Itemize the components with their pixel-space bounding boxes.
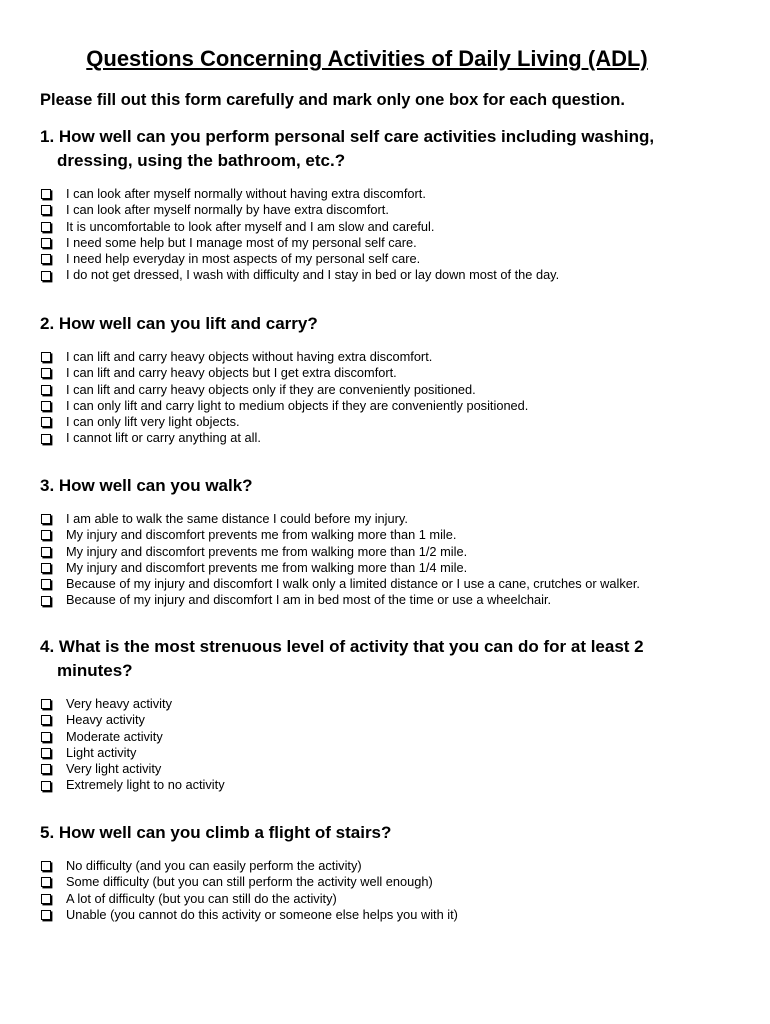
checkbox-icon[interactable] (41, 715, 51, 725)
option-item[interactable] (40, 696, 740, 712)
checkbox-icon[interactable] (41, 368, 51, 378)
question-3-title: 3. How well can you walk? (40, 476, 253, 495)
option-item[interactable] (40, 576, 740, 592)
option-label: Very light activity (66, 761, 162, 777)
instructions: Please fill out this form carefully and mark only one box for each question. (40, 91, 625, 109)
checkbox-icon[interactable] (41, 563, 51, 573)
option-label: My injury and discomfort prevents me from walking more than 1/2 mile. (66, 543, 468, 559)
option-label: I can lift and carry heavy objects without having extra discomfort. (66, 349, 433, 364)
option-item[interactable] (40, 544, 740, 560)
option-label: No difficulty (and you can easily perform the activity) (66, 858, 362, 873)
option-item[interactable] (40, 592, 740, 608)
option-label: Unable (you cannot do this activity or someone else helps you with it) (66, 906, 458, 922)
checkbox-icon[interactable] (41, 514, 51, 524)
checkbox-icon[interactable] (41, 271, 51, 281)
option-item[interactable] (40, 267, 740, 283)
question-1 (40, 125, 740, 284)
question-2-title: 2. How well can you lift and carry? (40, 314, 318, 333)
question-4-options (40, 696, 740, 794)
option-item[interactable] (40, 186, 740, 202)
option-label: Heavy activity (66, 712, 145, 728)
option-item[interactable] (40, 202, 740, 218)
option-item[interactable] (40, 365, 740, 381)
option-label: I do not get dressed, I wash with difficulty and I stay in bed or lay down most of the day. (66, 267, 560, 283)
question-4-title: 4. What is the most strenuous level of activity that you can do for at least 2 minutes? (40, 637, 644, 680)
option-item[interactable] (40, 219, 740, 235)
option-label: I need some help but I manage most of my personal self care. (66, 234, 417, 250)
checkbox-icon[interactable] (41, 434, 51, 444)
question-2 (40, 312, 740, 447)
question-5-options (40, 858, 740, 923)
checkbox-icon[interactable] (41, 530, 51, 540)
checkbox-icon[interactable] (41, 401, 51, 411)
option-label: Light activity (66, 744, 137, 760)
option-label: Moderate activity (66, 728, 163, 744)
option-item[interactable] (40, 777, 740, 793)
question-1-options (40, 186, 740, 284)
checkbox-icon[interactable] (41, 417, 51, 427)
option-label: Because of my injury and discomfort I walk only a limited distance or I use a cane, crutches or walker. (66, 576, 640, 592)
option-label: Very heavy activity (66, 696, 172, 711)
question-4 (40, 635, 740, 794)
option-item[interactable] (40, 712, 740, 728)
question-5-title: 5. How well can you climb a flight of stairs? (40, 823, 392, 842)
checkbox-icon[interactable] (41, 596, 51, 606)
checkbox-icon[interactable] (41, 547, 51, 557)
option-item[interactable] (40, 414, 740, 430)
checkbox-icon[interactable] (41, 877, 51, 887)
option-label: My injury and discomfort prevents me from walking more than 1/4 mile. (66, 559, 468, 575)
option-item[interactable] (40, 745, 740, 761)
option-label: My injury and discomfort prevents me from walking more than 1 mile. (66, 527, 457, 543)
option-label: Because of my injury and discomfort I am in bed most of the time or use a wheelchair. (66, 592, 552, 608)
option-item[interactable] (40, 382, 740, 398)
option-label: I can look after myself normally by have extra discomfort. (66, 202, 389, 218)
question-3 (40, 474, 740, 609)
option-label: I can lift and carry heavy objects but I get extra discomfort. (66, 365, 397, 381)
option-item[interactable] (40, 907, 740, 923)
page-title: Questions Concerning Activities of Daily Living (ADL) (86, 46, 648, 71)
checkbox-icon[interactable] (41, 764, 51, 774)
option-label: I can only lift and carry light to medium objects if they are conveniently positioned. (66, 397, 529, 413)
question-3-options (40, 511, 740, 609)
option-item[interactable] (40, 761, 740, 777)
question-2-options (40, 349, 740, 447)
checkbox-icon[interactable] (41, 205, 51, 215)
checkbox-icon[interactable] (41, 579, 51, 589)
checkbox-icon[interactable] (41, 352, 51, 362)
checkbox-icon[interactable] (41, 238, 51, 248)
option-item[interactable] (40, 398, 740, 414)
option-item[interactable] (40, 874, 740, 890)
option-label: Some difficulty (but you can still perform the activity well enough) (66, 874, 433, 890)
option-item[interactable] (40, 349, 740, 365)
option-label: Extremely light to no activity (66, 777, 225, 793)
option-label: I need help everyday in most aspects of my personal self care. (66, 251, 421, 267)
checkbox-icon[interactable] (41, 189, 51, 199)
checkbox-icon[interactable] (41, 699, 51, 709)
option-label: I can only lift very light objects. (66, 414, 240, 430)
option-label: It is uncomfortable to look after myself and I am slow and careful. (66, 218, 435, 234)
option-item[interactable] (40, 527, 740, 543)
option-item[interactable] (40, 729, 740, 745)
checkbox-icon[interactable] (41, 861, 51, 871)
option-label: I cannot lift or carry anything at all. (66, 430, 261, 446)
option-item[interactable] (40, 560, 740, 576)
checkbox-icon[interactable] (41, 748, 51, 758)
option-item[interactable] (40, 511, 740, 527)
option-label: I am able to walk the same distance I could before my injury. (66, 511, 408, 526)
checkbox-icon[interactable] (41, 222, 51, 232)
option-label: I can look after myself normally without having extra discomfort. (66, 186, 426, 201)
checkbox-icon[interactable] (41, 781, 51, 791)
option-item[interactable] (40, 235, 740, 251)
option-item[interactable] (40, 430, 740, 446)
question-5 (40, 821, 740, 923)
checkbox-icon[interactable] (41, 894, 51, 904)
option-item[interactable] (40, 891, 740, 907)
question-1-title: 1. How well can you perform personal self care activities including washing, dressing, using the bathroom, etc.? (40, 127, 655, 170)
checkbox-icon[interactable] (41, 254, 51, 264)
option-label: I can lift and carry heavy objects only if they are conveniently positioned. (66, 381, 476, 397)
option-item[interactable] (40, 858, 740, 874)
checkbox-icon[interactable] (41, 385, 51, 395)
option-item[interactable] (40, 251, 740, 267)
option-label: A lot of difficulty (but you can still do the activity) (66, 890, 337, 906)
checkbox-icon[interactable] (41, 732, 51, 742)
checkbox-icon[interactable] (41, 910, 51, 920)
